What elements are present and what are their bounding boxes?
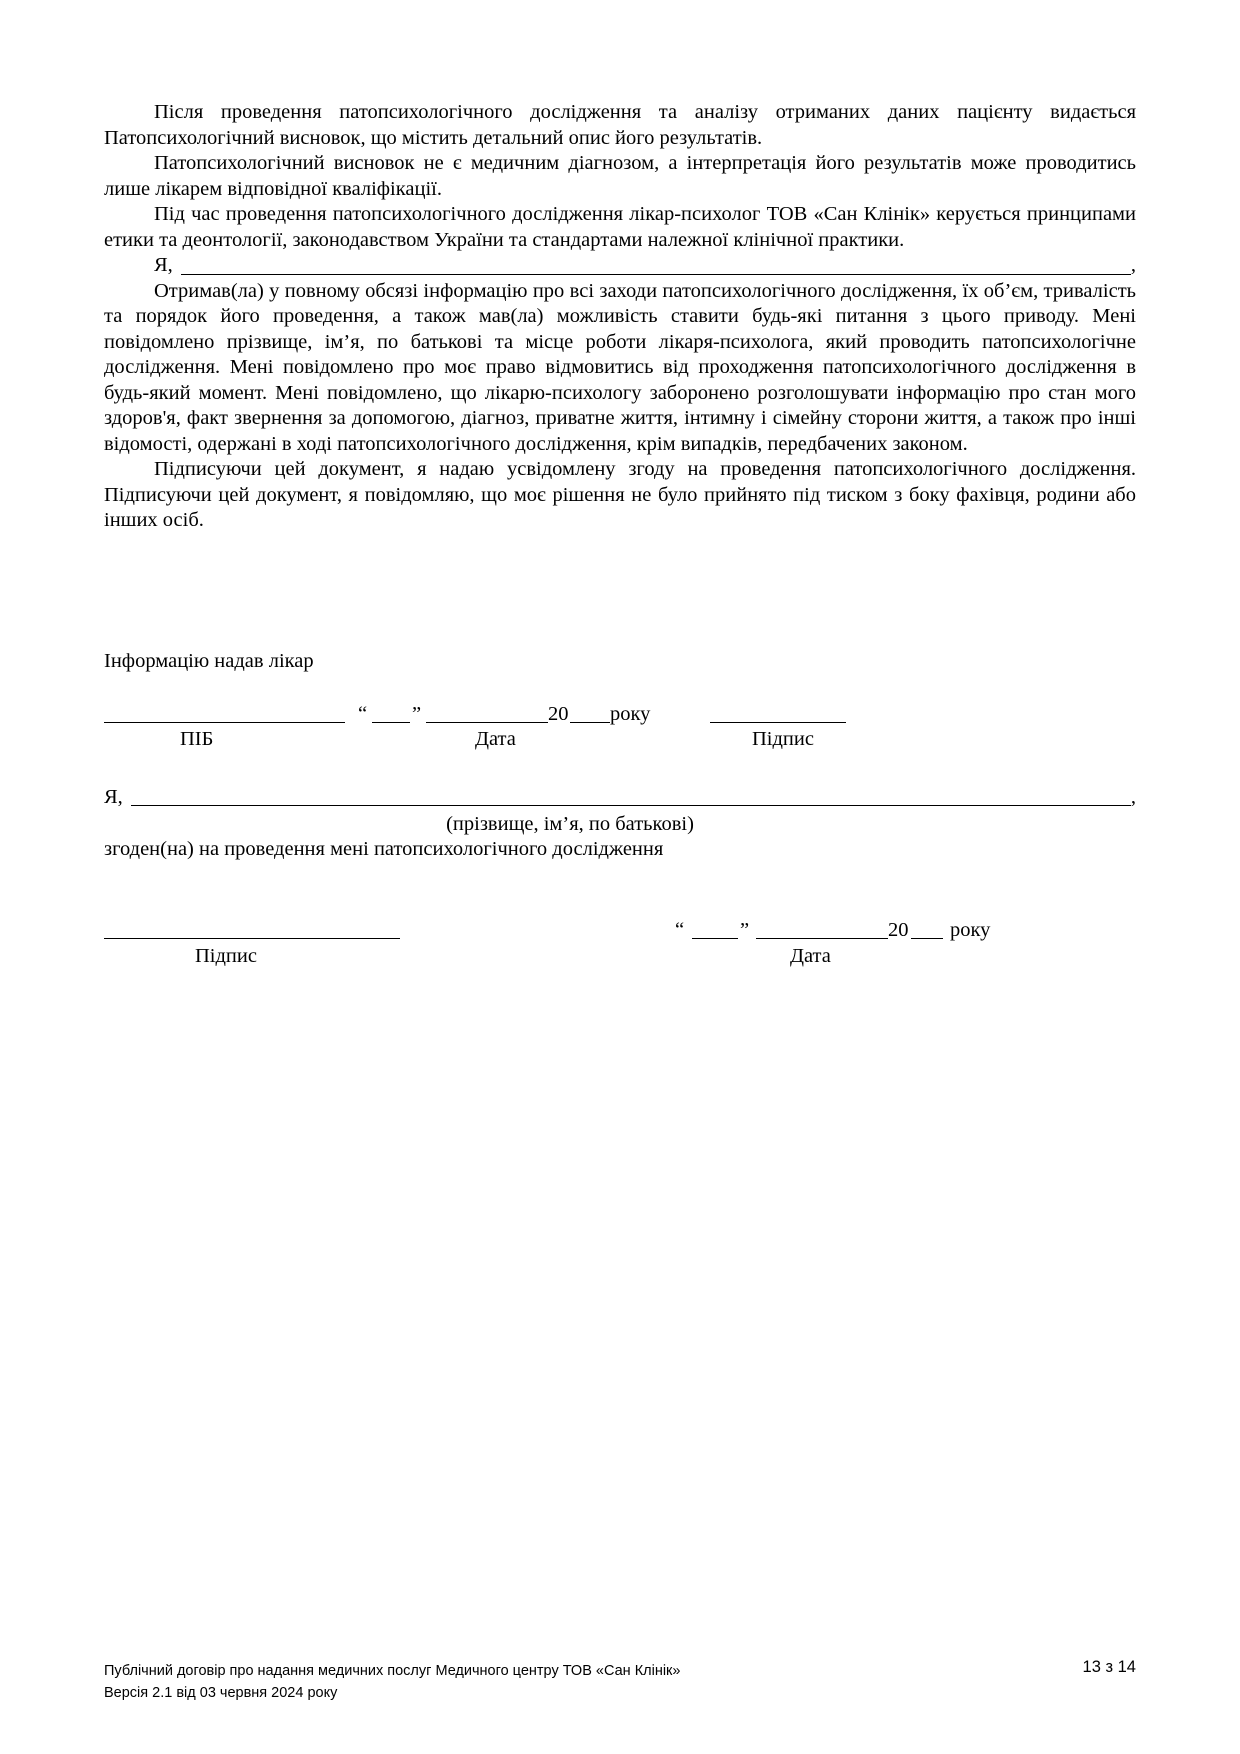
- patient-ya-prefix: Я,: [104, 785, 123, 808]
- footer-version: Версія 2.1 від 03 червня 2024 року: [104, 1685, 338, 1701]
- doctor-fio-blank-line: [104, 722, 345, 723]
- patient-name-line: [104, 253, 1136, 279]
- paragraph-ethics: Під час проведення патопсихологічного дослідження лікар-психолог ТОВ «Сан Клінік» керується принципами етики та деонтології, законодавством України та стандартами належної клінічної практики.: [104, 203, 1136, 251]
- ya-prefix: Я,: [154, 254, 173, 276]
- patient-signature-label: Підпис: [195, 945, 257, 967]
- patient-date-quote-close: ”: [740, 918, 750, 941]
- patient-ya-suffix: ,: [1130, 785, 1136, 808]
- doctor-day-blank-line: [372, 722, 410, 723]
- patient-year-prefix: 20: [888, 918, 909, 941]
- doctor-month-blank-line: [426, 722, 548, 723]
- patient-fullname-blank-line: [131, 805, 1131, 806]
- patient-signature-blank-line: [104, 938, 400, 939]
- ya-suffix: ,: [1130, 254, 1136, 276]
- patient-name-blank-line: [181, 274, 1131, 275]
- doctor-signature-row: [104, 700, 1136, 727]
- doctor-date-label: Дата: [475, 728, 516, 750]
- footer-contract-title: Публічний договір про надання медичних послуг Медичного центру ТОВ «Сан Клінік»: [104, 1663, 681, 1679]
- paragraph-consent: Підписуючи цей документ, я надаю усвідомлену згоду на проведення патопсихологічного дослідження. Підписуючи цей документ, я повідомляю, що моє рішення не було прийнято під тиском з боку фахівця, родини або інших осіб.: [104, 458, 1136, 531]
- patient-year-blank-line: [911, 938, 943, 939]
- doctor-info-label: Інформацію надав лікар: [104, 650, 314, 672]
- patient-fullname-row: [104, 783, 1136, 810]
- patient-month-blank-line: [756, 938, 888, 939]
- doctor-signature-blank-line: [710, 722, 846, 723]
- doctor-fio-label: ПІБ: [180, 728, 214, 750]
- fullname-caption: (прізвище, ім’я, по батькові): [446, 813, 694, 835]
- doctor-year-suffix: року: [610, 702, 651, 725]
- patient-consent-line: згоден(на) на проведення мені патопсихологічного дослідження: [104, 838, 664, 860]
- body-text: [104, 100, 1136, 534]
- paragraph-not-diagnosis: Патопсихологічний висновок не є медичним діагнозом, а інтерпретація його результатів може проводитись лише лікарем відповідної кваліфікації.: [104, 152, 1136, 200]
- patient-date-quote-open: “: [675, 918, 685, 941]
- date-quote-open: “: [358, 702, 368, 725]
- doctor-signature-label: Підпис: [752, 728, 814, 750]
- doctor-year-prefix: 20: [548, 702, 569, 725]
- patient-day-blank-line: [692, 938, 738, 939]
- paragraph-informed: Отримав(ла) у повному обсязі інформацію про всі заходи патопсихологічного дослідження, їх об’єм, тривалість та порядок його проведення, а також мав(ла) можливість ставити будь-які питання з цього приводу. Мені повідомлено прізвище, ім’я, по батькові та місце роботи лікаря-психолога, який проводить патопсихологічне дослідження. Мені повідомлено про моє право відмовитись від проходження патопсихологічного дослідження в будь-який момент. Мені повідомлено, що лікарю-психологу заборонено розголошувати інформацію про стан мого здоров'я, факт звернення за допомогою, діагноз, приватне життя, інтимну і сімейну сторони життя, а також про інші відомості, одержані в ході патопсихологічного дослідження, крім випадків, передбачених законом.: [104, 279, 1136, 455]
- doctor-year-blank-line: [570, 722, 610, 723]
- page-number: 13 з 14: [1082, 1658, 1136, 1676]
- patient-signature-row: [104, 916, 1136, 943]
- paragraph-conclusion-issued: Після проведення патопсихологічного дослідження та аналізу отриманих даних пацієнту видається Патопсихологічний висновок, що містить детальний опис його результатів.: [104, 101, 1136, 149]
- patient-year-suffix: року: [950, 918, 991, 941]
- patient-date-label: Дата: [790, 945, 831, 967]
- page-footer: [104, 1660, 680, 1704]
- date-quote-close: ”: [412, 702, 422, 725]
